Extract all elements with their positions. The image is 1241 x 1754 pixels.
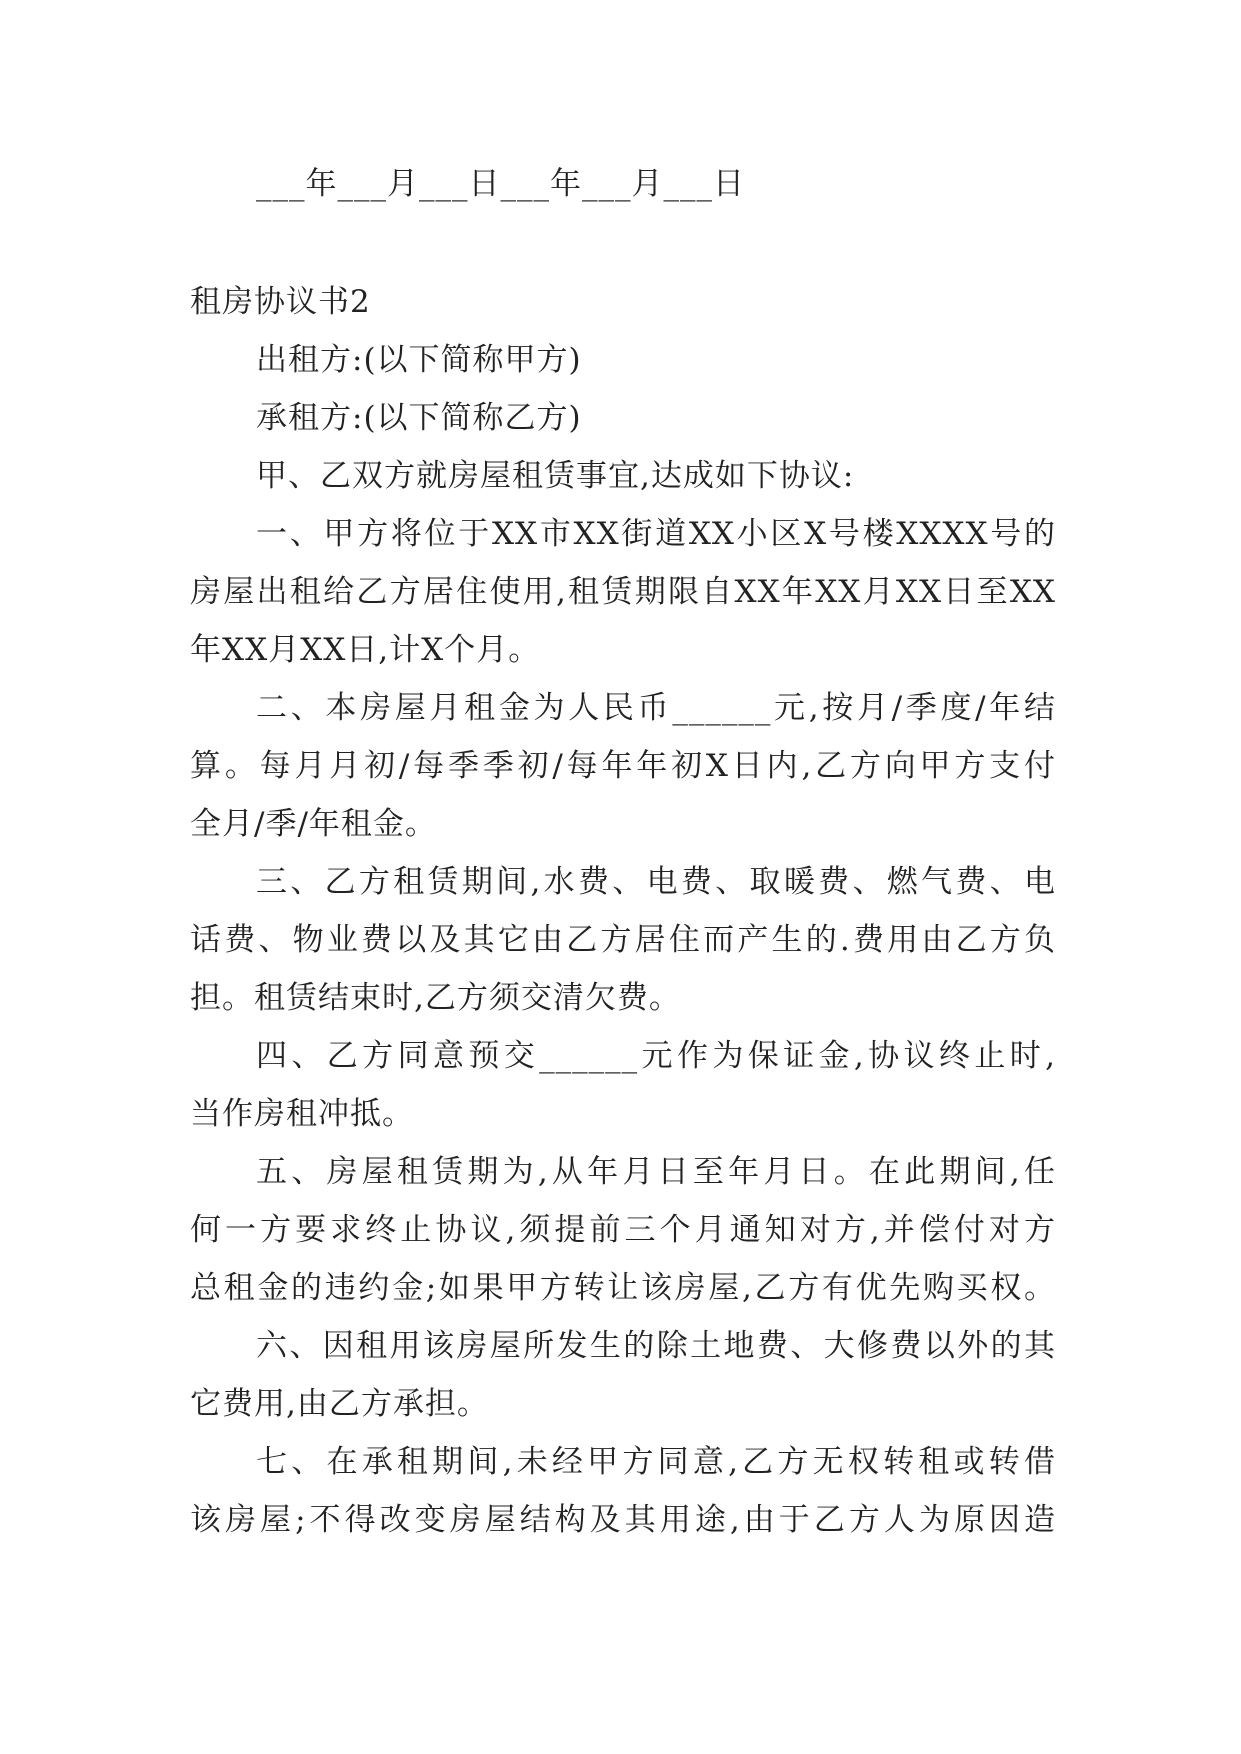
clause-4-line-1: 四、乙方同意预交______元作为保证金,协议终止时, bbox=[256, 1038, 1056, 1074]
clause-3-line-3: 担。租赁结束时,乙方须交清欠费。 bbox=[190, 980, 681, 1016]
clause-5-line-2: 何一方要求终止协议,须提前三个月通知对方,并偿付对方 bbox=[190, 1212, 1056, 1248]
clause-5-line-3: 总租金的违约金;如果甲方转让该房屋,乙方有优先购买权。 bbox=[190, 1270, 1056, 1306]
clause-6-line-2: 它费用,由乙方承担。 bbox=[190, 1386, 489, 1422]
document-title: 租房协议书2 bbox=[190, 284, 371, 320]
clause-1-line-3: 年XX月XX日,计X个月。 bbox=[190, 632, 541, 668]
signature-date-line: ___年___月___日___年___月___日 bbox=[256, 166, 745, 202]
clause-2-line-3: 全月/季/年租金。 bbox=[190, 806, 437, 842]
clause-7-line-2: 该房屋;不得改变房屋结构及其用途,由于乙方人为原因造 bbox=[190, 1502, 1056, 1538]
lessee-line: 承租方:(以下简称乙方) bbox=[256, 400, 582, 436]
clause-2-line-1: 二、本房屋月租金为人民币______元,按月/季度/年结 bbox=[256, 690, 1056, 726]
clause-5-line-1: 五、房屋租赁期为,从年月日至年月日。在此期间,任 bbox=[256, 1154, 1056, 1190]
clause-2-line-2: 算。每月月初/每季季初/每年年初X日内,乙方向甲方支付 bbox=[190, 748, 1056, 784]
lessor-line: 出租方:(以下简称甲方) bbox=[256, 342, 582, 378]
clause-6-line-1: 六、因租用该房屋所发生的除土地费、大修费以外的其 bbox=[256, 1328, 1056, 1364]
clause-1-line-2: 房屋出租给乙方居住使用,租赁期限自XX年XX月XX日至XX bbox=[190, 574, 1056, 610]
clause-3-line-1: 三、乙方租赁期间,水费、电费、取暖费、燃气费、电 bbox=[256, 864, 1056, 900]
clause-1-line-1: 一、甲方将位于XX市XX街道XX小区X号楼XXXX号的 bbox=[256, 516, 1056, 552]
clause-7-line-1: 七、在承租期间,未经甲方同意,乙方无权转租或转借 bbox=[256, 1444, 1056, 1480]
clause-3-line-2: 话费、物业费以及其它由乙方居住而产生的.费用由乙方负 bbox=[190, 922, 1056, 958]
intro-line: 甲、乙双方就房屋租赁事宜,达成如下协议: bbox=[256, 458, 855, 494]
clause-4-line-2: 当作房租冲抵。 bbox=[190, 1096, 414, 1132]
